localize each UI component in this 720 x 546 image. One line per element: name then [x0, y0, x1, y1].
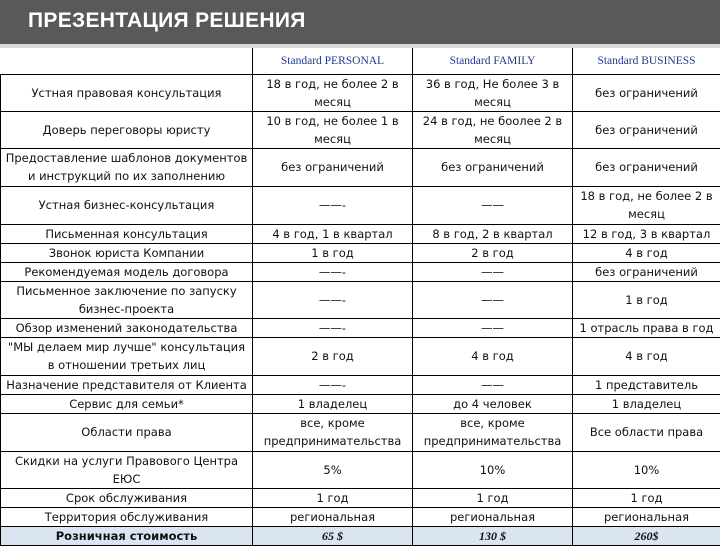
- page-title: ПРЕЗЕНТАЦИЯ РЕШЕНИЯ: [28, 9, 306, 33]
- table-cell: ——-: [253, 186, 413, 224]
- row-label: Звонок юриста Компании: [1, 243, 253, 262]
- table-cell: региональная: [413, 507, 573, 526]
- table-row: [1, 394, 720, 413]
- table-cell: без ограничений: [573, 148, 720, 186]
- table-cell: все, кроме предпринимательства: [253, 413, 413, 451]
- table-row: [1, 186, 720, 224]
- pricing-table: [0, 48, 720, 546]
- table-cell: 2 в год: [253, 337, 413, 375]
- row-label: Доверь переговоры юристу: [1, 111, 253, 148]
- row-label: Назначение представителя от Клиента: [1, 375, 253, 394]
- table-row: [1, 375, 720, 394]
- table-cell: ——-: [253, 262, 413, 281]
- header-corner: [1, 48, 253, 74]
- table-row: [1, 148, 720, 186]
- table-cell: ——: [413, 281, 573, 318]
- table-row: [1, 413, 720, 451]
- table-row: [1, 224, 720, 243]
- table-cell: 1 год: [253, 488, 413, 507]
- table-row: [1, 451, 720, 488]
- column-header-business: Standard BUSINESS: [573, 48, 720, 74]
- table-cell: ——: [413, 375, 573, 394]
- row-label: Рекомендуемая модель договора: [1, 262, 253, 281]
- row-label: Области права: [1, 413, 253, 451]
- table-cell: 4 в год, 1 в квартал: [253, 224, 413, 243]
- table-cell: 12 в год, 3 в квартал: [573, 224, 720, 243]
- column-header-personal: Standard PERSONAL: [253, 48, 413, 74]
- table-cell: 1 владелец: [253, 394, 413, 413]
- table-cell: региональная: [253, 507, 413, 526]
- price-cell: 65 $: [253, 526, 413, 545]
- row-label: Срок обслуживания: [1, 488, 253, 507]
- table-row: [1, 111, 720, 148]
- row-label: Скидки на услуги Правового Центра ЕЮС: [1, 451, 253, 488]
- table-cell: 4 в год: [573, 243, 720, 262]
- table-cell: 1 отрасль права в год: [573, 318, 720, 337]
- table-cell: до 4 человек: [413, 394, 573, 413]
- table-cell: без ограничений: [253, 148, 413, 186]
- table-cell: ——: [413, 186, 573, 224]
- table-cell: ——: [413, 318, 573, 337]
- table-cell: 8 в год, 2 в квартал: [413, 224, 573, 243]
- row-label: Письменное заключение по запуску бизнес-проекта: [1, 281, 253, 318]
- row-label: Устная бизнес-консультация: [1, 186, 253, 224]
- table-cell: ——: [413, 262, 573, 281]
- table-cell: 1 в год: [253, 243, 413, 262]
- table-cell: 1 владелец: [573, 394, 720, 413]
- table-cell: 18 в год, не более 2 в месяц: [253, 74, 413, 111]
- table-cell: 1 год: [413, 488, 573, 507]
- price-label: Розничная стоимость: [1, 526, 253, 545]
- table-cell: без ограничений: [573, 262, 720, 281]
- row-label: Письменная консультация: [1, 224, 253, 243]
- table-cell: региональная: [573, 507, 720, 526]
- table-cell: все, кроме предпринимательства: [413, 413, 573, 451]
- table-cell: 1 год: [573, 488, 720, 507]
- table-cell: 4 в год: [413, 337, 573, 375]
- table-cell: ——-: [253, 375, 413, 394]
- table-cell: 18 в год, не более 2 в месяц: [573, 186, 720, 224]
- title-bar: [0, 0, 720, 44]
- price-cell: 260$: [573, 526, 720, 545]
- column-header-family: Standard FAMILY: [413, 48, 573, 74]
- table-cell: 2 в год: [413, 243, 573, 262]
- table-row: [1, 318, 720, 337]
- table-cell: 4 в год: [573, 337, 720, 375]
- table-cell: 10%: [413, 451, 573, 488]
- table-cell: 24 в год, не боолее 2 в месяц: [413, 111, 573, 148]
- row-label: Предоставление шаблонов документов и инструкций по их заполнению: [1, 148, 253, 186]
- table-cell: 5%: [253, 451, 413, 488]
- table-row: [1, 507, 720, 526]
- table-cell: 1 представитель: [573, 375, 720, 394]
- table-cell: без ограничений: [413, 148, 573, 186]
- row-label: Сервис для семьи*: [1, 394, 253, 413]
- row-label: Устная правовая консультация: [1, 74, 253, 111]
- table-cell: ——-: [253, 318, 413, 337]
- table-cell: 10%: [573, 451, 720, 488]
- table-cell: 1 в год: [573, 281, 720, 318]
- table-header-row: [1, 48, 720, 74]
- table-cell: 10 в год, не более 1 в месяц: [253, 111, 413, 148]
- table-cell: без ограничений: [573, 74, 720, 111]
- price-cell: 130 $: [413, 526, 573, 545]
- row-label: "МЫ делаем мир лучше" консультация в отношении третьих лиц: [1, 337, 253, 375]
- table-cell: Все области права: [573, 413, 720, 451]
- table-cell: без ограничений: [573, 111, 720, 148]
- table-cell: ——-: [253, 281, 413, 318]
- table-cell: 36 в год, Не более 3 в месяц: [413, 74, 573, 111]
- table-row: [1, 74, 720, 111]
- price-row: [1, 526, 720, 545]
- row-label: Территория обслуживания: [1, 507, 253, 526]
- table-row: [1, 243, 720, 262]
- table-row: [1, 262, 720, 281]
- table-row: [1, 488, 720, 507]
- table-row: [1, 281, 720, 318]
- table-row: [1, 337, 720, 375]
- row-label: Обзор изменений законодательства: [1, 318, 253, 337]
